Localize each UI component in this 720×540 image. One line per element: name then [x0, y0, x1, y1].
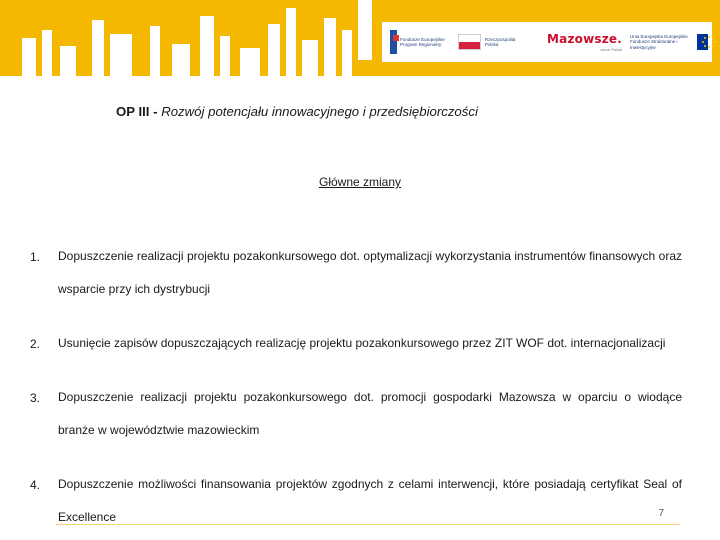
item-number: 2.: [30, 337, 41, 351]
mazowsze-logo: [536, 26, 622, 58]
page-number: 7: [658, 508, 664, 519]
ue-logo-text: Unia Europejska Europejskie Fundusze Strukturalne i Inwestycyjne: [630, 33, 688, 50]
list-item: [30, 478, 682, 534]
list-item: [30, 250, 682, 306]
title-text: Rozwój potencjału innowacyjnego i przedsiębiorczości: [161, 104, 478, 119]
unia-europejska-logo: [630, 26, 708, 58]
eu-flag-icon: [697, 34, 708, 50]
section-subtitle: Główne zmiany: [318, 175, 402, 189]
mazowsze-wordmark: Mazowsze.: [547, 32, 622, 46]
item-text: Usunięcie zapisów dopuszczających realizację projektu pozakonkursowego przez ZIT WOF dot. internacjonalizacji: [58, 336, 666, 350]
rzeczpospolita-logo: [458, 26, 528, 58]
fundusze-europejskie-logo: [390, 26, 452, 58]
rp-logo-text: Rzeczpospolita Polska: [484, 36, 516, 47]
page-title: [116, 104, 478, 119]
fe-logo-text: Fundusze Europejskie Program Regionalny: [400, 36, 445, 47]
item-text: Dopuszczenie możliwości finansowania projektów zgodnych z celami interwencji, które posiadają certyfikat Seal of Excellence: [58, 477, 682, 524]
item-text: Dopuszczenie realizacji projektu pozakonkursowego dot. optymalizacji wykorzystania instrumentów finansowych oraz wsparcie przy ich dystrybucji: [58, 249, 682, 296]
list-item: [30, 391, 682, 447]
item-text: Dopuszczenie realizacji projektu pozakonkursowego dot. promocji gospodarki Mazowsza w oparciu o wiodące branże w województwie mazowieckim: [58, 390, 682, 437]
changes-list: [30, 250, 682, 540]
fe-mark-icon: [390, 30, 397, 54]
header-band: [0, 0, 720, 76]
footer-divider: [56, 524, 680, 525]
item-number: 4.: [30, 478, 41, 492]
logo-strip: [382, 22, 712, 62]
mazowsze-tagline: serce Polski: [600, 47, 622, 52]
title-prefix: OP III -: [116, 104, 162, 119]
item-number: 3.: [30, 391, 41, 405]
polish-flag-icon: [458, 34, 481, 50]
decorative-blocks: [0, 0, 380, 76]
item-number: 1.: [30, 250, 41, 264]
list-item: [30, 337, 682, 360]
